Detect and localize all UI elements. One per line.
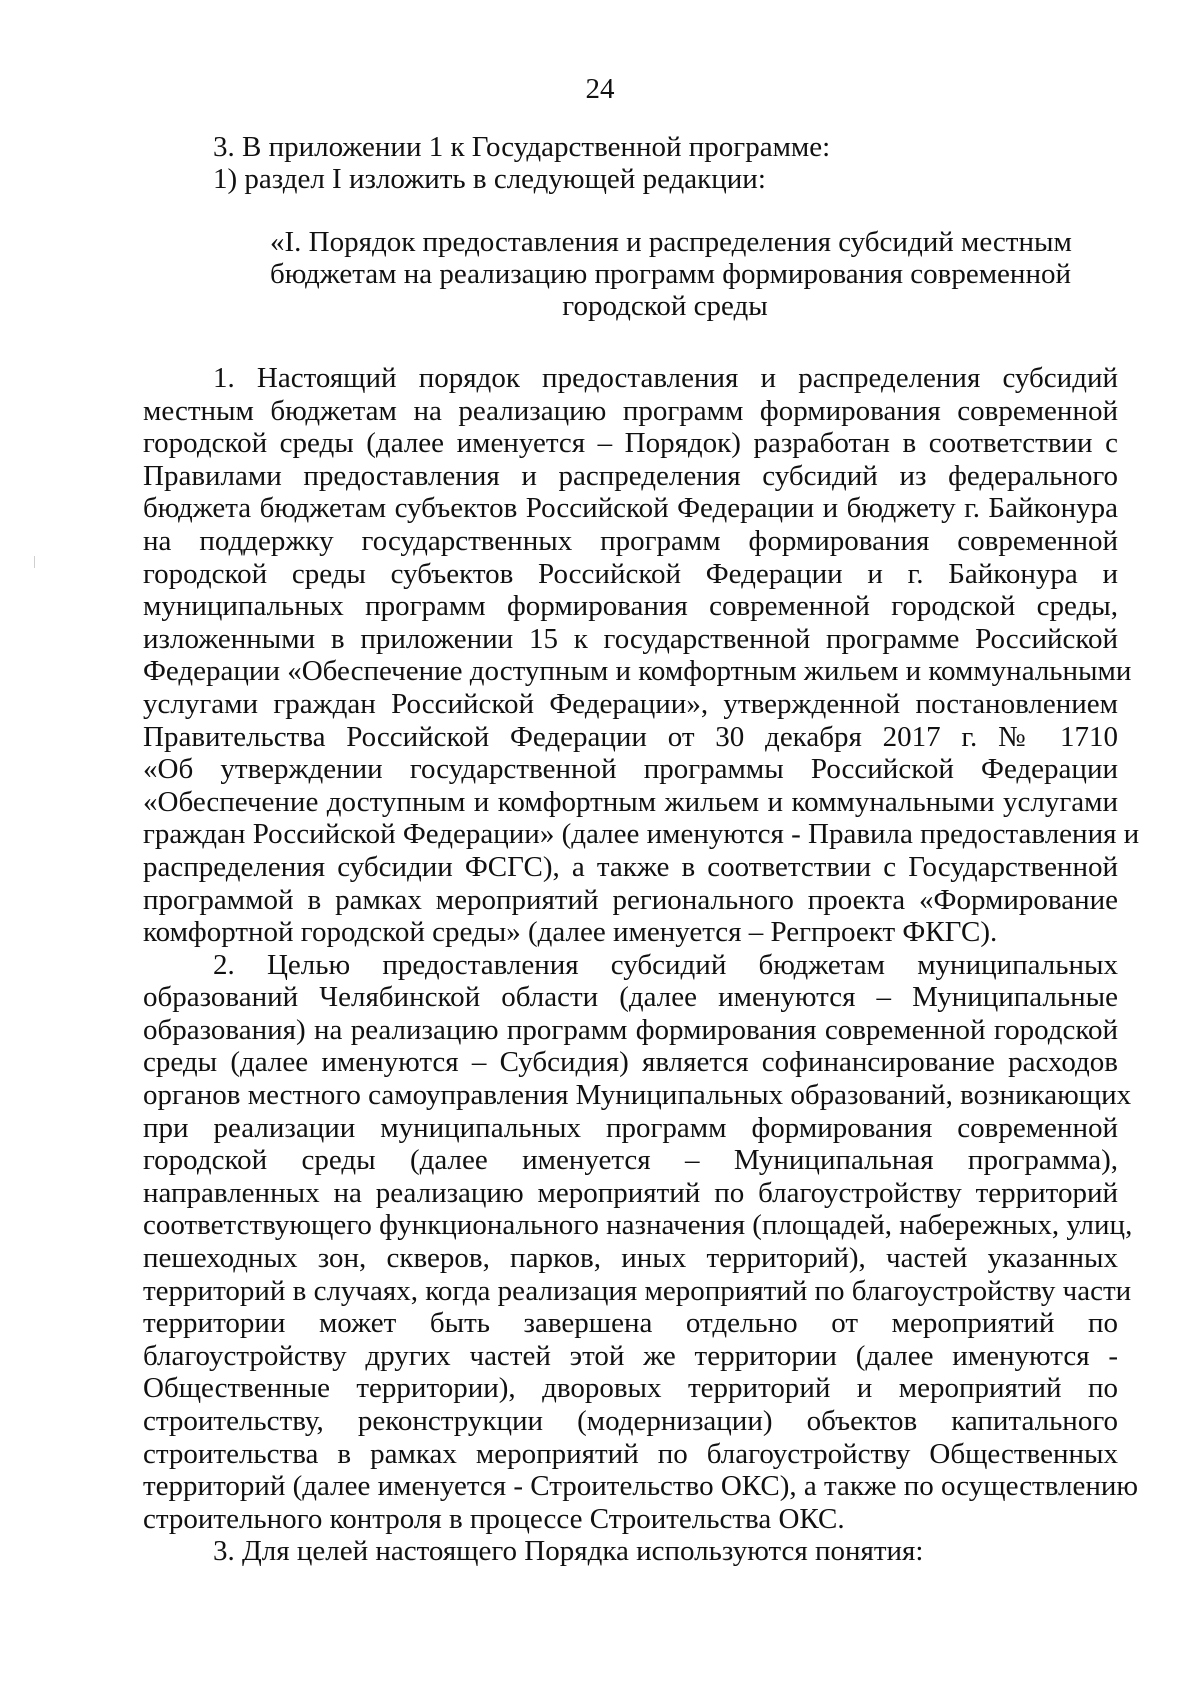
document-body [143, 362, 1140, 1568]
paragraph-2-line: органов местного самоуправления Муниципальных образований, возникающих [143, 1079, 1132, 1112]
paragraph-1-line: городской среды субъектов Российской Федерации и г. Байконура и [143, 557, 1118, 590]
intro-line-1: 3. В приложении 1 к Государственной программе: [213, 131, 831, 163]
paragraph-1-line: программой в рамках мероприятий регионального проекта «Формирование [143, 883, 1118, 916]
section-title-line: бюджетам на реализацию программ формирования современной [270, 258, 1071, 290]
paragraph-1-line: «Об утверждении государственной программы Российской Федерации [143, 753, 1118, 786]
paragraph-1-line: городской среды (далее именуется – Порядок) разработан в соответствии с [143, 427, 1118, 460]
paragraph-1-line: «Обеспечение доступным и комфортным жильем и коммунальными услугами [143, 785, 1118, 818]
scan-artifact [34, 556, 35, 568]
paragraph-2-line: городской среды (далее именуется – Муниципальная программа), [143, 1144, 1118, 1177]
paragraph-1-line: Правилами предоставления и распределения субсидий из федерального [143, 459, 1118, 492]
paragraph-1-line: распределения субсидии ФСГС), а также в соответствии с Государственной [143, 850, 1118, 883]
paragraph-2-line: пешеходных зон, скверов, парков, иных территорий), частей указанных [143, 1242, 1118, 1275]
paragraph-2-line: образования) на реализацию программ формирования современной городской [143, 1013, 1118, 1046]
paragraph-2-line: среды (далее именуются – Субсидия) является софинансирование расходов [143, 1046, 1118, 1079]
paragraph-3-line: 3. Для целей настоящего Порядка используются понятия: [213, 1535, 924, 1568]
paragraph-2-line: 2. Целью предоставления субсидий бюджетам муниципальных [213, 948, 1118, 981]
paragraph-2-line: территорий в случаях, когда реализация мероприятий по благоустройству части [143, 1274, 1132, 1307]
paragraph-1-line: Федерации «Обеспечение доступным и комфортным жильем и коммунальными [143, 655, 1132, 688]
paragraph-2-line: благоустройству других частей этой же территории (далее именуются - [143, 1339, 1118, 1372]
paragraph-2-line: Общественные территории), дворовых территорий и мероприятий по [143, 1372, 1118, 1405]
paragraph-1-line: изложенными в приложении 15 к государственной программе Российской [143, 622, 1118, 655]
paragraph-2-line: строительства в рамках мероприятий по благоустройству Общественных [143, 1437, 1118, 1470]
paragraph-2-line: соответствующего функционального назначения (площадей, набережных, улиц, [143, 1209, 1133, 1242]
paragraph-2-line: территории может быть завершена отдельно от мероприятий по [143, 1307, 1118, 1340]
paragraph-1-line: Правительства Российской Федерации от 30 декабря 2017 г. № 1710 [143, 720, 1118, 753]
paragraph-2-line: территорий (далее именуется - Строительство ОКС), а также по осуществлению [143, 1470, 1139, 1503]
paragraph-1-line: на поддержку государственных программ формирования современной [143, 524, 1118, 557]
section-title-line: «I. Порядок предоставления и распределения субсидий местным [270, 226, 1072, 258]
section-title-line: городской среды [562, 290, 768, 322]
intro-line-2: 1) раздел I изложить в следующей редакции: [213, 163, 766, 195]
paragraph-2-line: направленных на реализацию мероприятий по благоустройству территорий [143, 1176, 1118, 1209]
paragraph-2-line: образований Челябинской области (далее именуются – Муниципальные [143, 981, 1118, 1014]
paragraph-1-line: муниципальных программ формирования современной городской среды, [143, 590, 1118, 623]
section-title [270, 226, 1072, 322]
paragraph-1-line: 1. Настоящий порядок предоставления и распределения субсидий [213, 362, 1118, 394]
paragraph-2-line: при реализации муниципальных программ формирования современной [143, 1111, 1118, 1144]
paragraph-1-line: услугами граждан Российской Федерации», утвержденной постановлением [143, 687, 1118, 720]
paragraph-1-line: бюджета бюджетам субъектов Российской Федерации и бюджету г. Байконура [143, 492, 1118, 525]
paragraph-1-line: местным бюджетам на реализацию программ формирования современной [143, 394, 1118, 427]
page-number: 24 [585, 73, 615, 105]
paragraph-2-line: строительного контроля в процессе Строительства ОКС. [143, 1502, 845, 1535]
paragraph-2-line: строительству, реконструкции (модернизации) объектов капитального [143, 1405, 1118, 1437]
paragraph-1-line: граждан Российской Федерации» (далее именуются - Правила предоставления и [143, 818, 1140, 851]
paragraph-1-line: комфортной городской среды» (далее именуется – Регпроект ФКГС). [143, 916, 998, 949]
